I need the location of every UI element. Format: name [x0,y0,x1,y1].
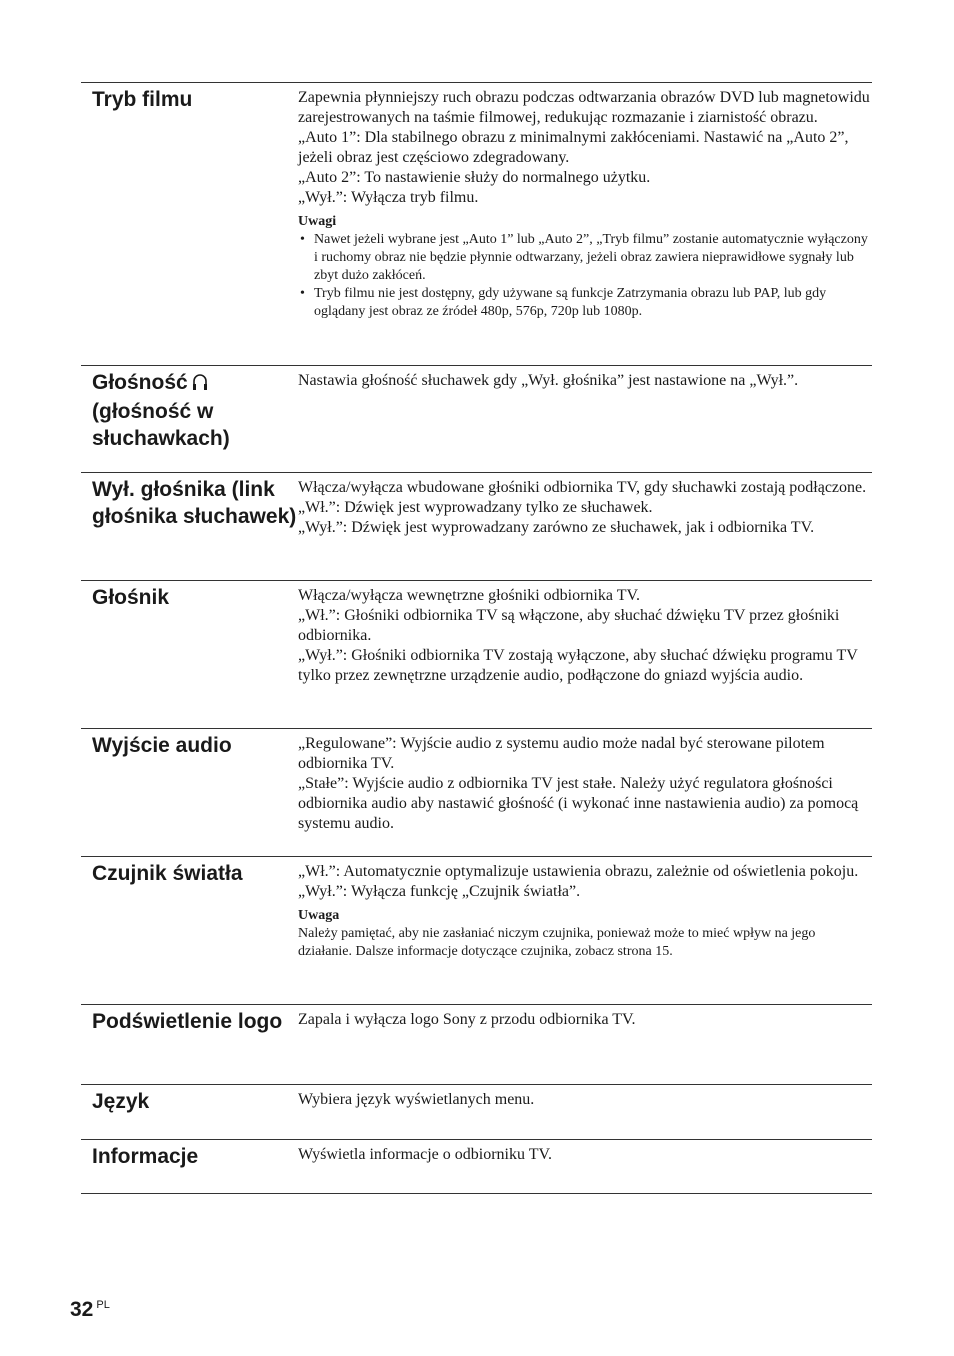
setting-description [298,581,872,728]
note-title: Uwaga [298,908,340,923]
description-line: „Wł.”: Dźwięk jest wyprowadzany tylko ze słuchawek. [298,499,653,516]
note-item: • Tryb filmu nie jest dostępny, gdy używane są funkcje Zatrzymania obrazu lub PAP, lub gdy oglądany jest obraz ze źródeł 480p, 576p, 720p lub 1080p. [298,285,872,321]
term-label: (głośność w słuchawkach) [92,400,230,450]
description-line: Zapewnia płynniejszy ruch obrazu podczas odtwarzania obrazów DVD lub magnetowidu zarejestrowanych na taśmie filmowej, redukując rozmazanie i ziarnistość obrazu. [298,89,870,126]
setting-description [298,729,872,856]
setting-row-wyjscie-audio [81,729,872,857]
note-item: • Nawet jeżeli wybrane jest „Auto 1” lub „Auto 2”, „Tryb filmu” zostanie automatycznie wyłączony i ruchomy obraz nie będzie płynnie odtwarzany, jeżeli obraz zawiera nieprawidłowe sygnały lub zbyt dużo zakłóceń. [298,231,872,285]
setting-row-podswietlenie-logo [81,1005,872,1085]
notes-list [298,231,872,321]
description-line: „Regulowane”: Wyjście audio z systemu audio może nadal być sterowane pilotem odbiornika TV. [298,735,825,772]
headphones-icon [192,371,208,398]
description-line: „Auto 2”: To nastawienie służy do normalnego użytku. [298,169,651,186]
setting-term: Czujnik światła [92,862,243,885]
description-line: „Stałe”: Wyjście audio z odbiornika TV jest stałe. Należy użyć regulatora głośności odbiornika audio aby nastawić głośność (i wykonać inne nastawienia audio) za pomocą systemu audio. [298,775,859,832]
description-line: „Wył.”: Wyłącza tryb filmu. [298,189,479,206]
description-line: „Wł.”: Automatycznie optymalizuje ustawienia obrazu, zależnie od oświetlenia pokoju. [298,863,859,880]
term-label: Głośność [92,371,188,394]
description-line: „Wł.”: Głośniki odbiornika TV są włączone, aby słuchać dźwięku TV przez głośniki odbiornika. [298,607,840,644]
description-line: Włącza/wyłącza wewnętrzne głośniki odbiornika TV. [298,587,640,604]
setting-row-wyl-glosnika [81,473,872,581]
note-title: Uwagi [298,214,337,229]
setting-term: Głośnik [92,586,170,609]
setting-row-jezyk [81,1085,872,1140]
setting-row-glosnik [81,581,872,729]
setting-row-glosnosc [81,366,872,473]
setting-description [298,473,872,580]
description-line: „Auto 1”: Dla stabilnego obrazu z minimalnymi zakłóceniami. Nastawić na „Auto 2”, jeżeli obraz jest częściowo zdegradowany. [298,129,849,166]
setting-term: Wył. głośnika (link głośnika słuchawek) [92,478,297,528]
description-line: Włącza/wyłącza wbudowane głośniki odbiornika TV, gdy słuchawki zostają podłączone. [298,479,867,496]
setting-row-tryb-filmu [81,83,872,366]
setting-description [298,1140,872,1193]
setting-term: Język [92,1090,150,1113]
page-language: PL [96,1299,110,1311]
description-line: „Wył.”: Dźwięk jest wyprowadzany zarówno ze słuchawek, jak i odbiornika TV. [298,519,815,536]
setting-row-informacje [81,1140,872,1194]
setting-description [298,366,872,472]
setting-description [298,1005,872,1084]
setting-term: Tryb filmu [92,88,193,111]
description-line: Zapala i wyłącza logo Sony z przodu odbiornika TV. [298,1011,636,1028]
description-line: Wyświetla informacje o odbiorniku TV. [298,1146,552,1163]
setting-description [298,1085,872,1139]
page-footer [70,1298,110,1322]
page-number: 32 [70,1298,94,1321]
setting-row-czujnik-swiatla [81,857,872,1005]
setting-description [298,857,872,1004]
setting-description [298,83,872,365]
setting-term: Wyjście audio [92,734,232,757]
description-line: Wybiera język wyświetlanych menu. [298,1091,535,1108]
description-line: „Wył.”: Wyłącza funkcję „Czujnik światła”. [298,883,581,900]
settings-table [81,82,872,1194]
description-line: „Wył.”: Głośniki odbiornika TV zostają wyłączone, aby słuchać dźwięku programu TV tylko przez zewnętrzne urządzenie audio, podłączone do gniazd wyjścia audio. [298,647,858,684]
description-line: Nastawia głośność słuchawek gdy „Wył. głośnika” jest nastawione na „Wył.”. [298,372,799,389]
setting-term: Informacje [92,1145,199,1168]
setting-term [81,366,298,472]
setting-term: Podświetlenie logo [92,1010,283,1033]
note-text: Należy pamiętać, aby nie zasłaniać niczym czujnika, ponieważ może to mieć wpływ na jego działanie. Dalsze informacje dotyczące czujnika, zobacz strona 15. [298,926,816,959]
